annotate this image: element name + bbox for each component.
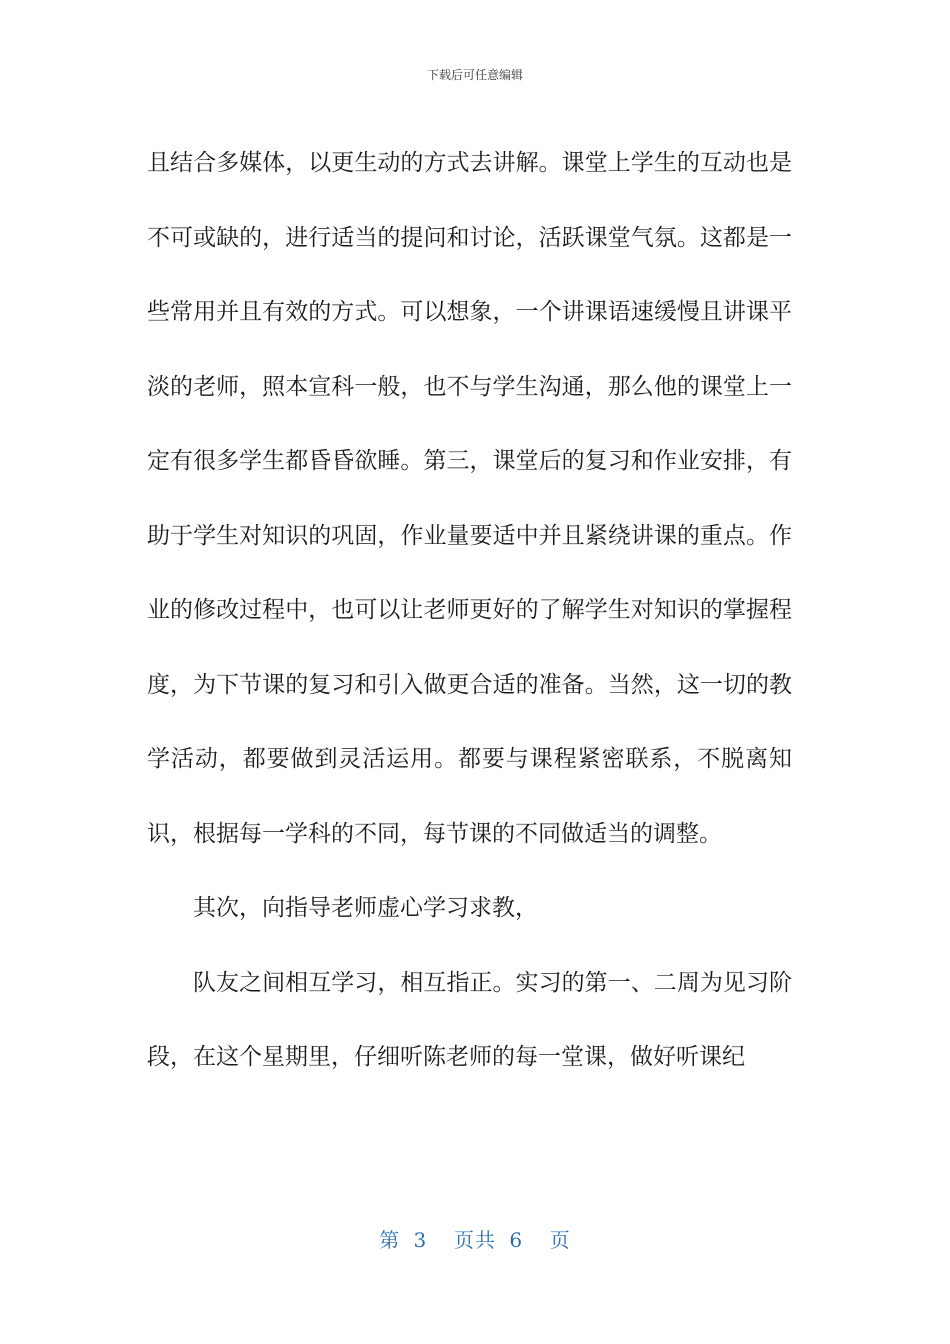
page-label: 第 3 页共 6 页: [379, 1228, 571, 1252]
paragraph-third: 队友之间相互学习，相互指正。实习的第一、二周为见习阶段，在这个星期里，仔细听陈老师的每一堂课，做好听课纪: [147, 969, 792, 1070]
header-note: 下载后可任意编辑: [426, 68, 523, 82]
page-number-footer: [0, 1224, 950, 1253]
paragraph-second: 其次，向指导老师虚心学习求教，: [193, 895, 538, 921]
document-body: [147, 126, 792, 1095]
paragraph-continued: 且结合多媒体，以更生动的方式去讲解。课堂上学生的互动也是不可或缺的，进行适当的提问和讨论，活跃课堂气氛。这都是一些常用并且有效的方式。可以想象，一个讲课语速缓慢且讲课平淡的老师，照本宣科一般，也不与学生沟通，那么他的课堂上一定有很多学生都昏昏欲睡。第三，课堂后的复习和作业安排，有助于学生对知识的巩固，作业量要适中并且紧绕讲课的重点。作业的修改过程中，也可以让老师更好的了解学生对知识的掌握程度，为下节课的复习和引入做更合适的准备。当然，这一切的教学活动，都要做到灵活运用。都要与课程紧密联系，不脱离知识，根据每一学科的不同，每节课的不同做适当的调整。: [147, 150, 792, 847]
